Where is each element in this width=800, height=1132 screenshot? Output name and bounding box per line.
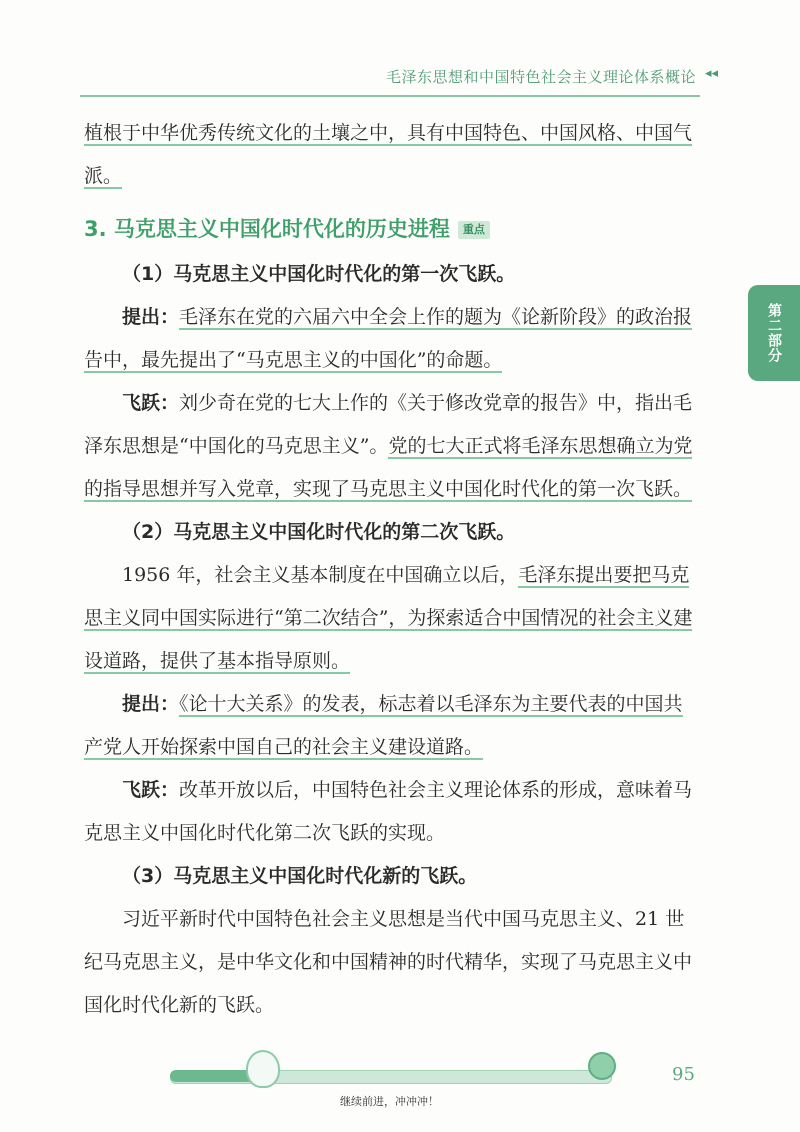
intro-paragraph <box>84 112 700 198</box>
side-tab-label: 第二部分 <box>766 303 782 363</box>
subsection-1-paragraph-1 <box>84 296 700 382</box>
label-proposal: 提出： <box>122 306 180 328</box>
page-content <box>84 112 700 1027</box>
subsection-3-paragraph-1: 习近平新时代中国特色社会主义思想是当代中国马克思主义、21 世纪马克思主义，是中华文化和中国精神的时代精华，实现了马克思主义中国化时代化新的飞跃。 <box>84 908 693 1016</box>
running-header: 毛泽东思想和中国特色社会主义理论体系概论 <box>385 68 696 86</box>
key-point-badge: 重点 <box>458 221 490 239</box>
mascot-icon <box>246 1050 280 1088</box>
paragraph-text: 刘少奇在党的七大上作的《关于修改党章的报告》中，指出毛泽东思想是“中国化的马克思主义”。 <box>84 392 693 457</box>
subsection-2-paragraph-1 <box>84 554 700 683</box>
section-title <box>84 208 700 251</box>
label-leap: 飞跃： <box>122 779 180 801</box>
header-divider <box>80 95 700 97</box>
footer-progress-fill <box>170 1070 258 1082</box>
header-arrows-icon: ◂◂ <box>704 66 718 81</box>
subsection-2-title: （2）马克思主义中国化时代化的第二次飞跃。 <box>122 521 516 543</box>
subsection-3-title: （3）马克思主义中国化时代化新的飞跃。 <box>122 865 478 887</box>
intro-text: 植根于中华优秀传统文化的土壤之中，具有中国特色、中国风格、中国气派。 <box>84 122 693 187</box>
highlighted-text: 党的七大正式将毛泽东思想确立为党的指导思想并写入党章，实现了马克思主义中国化时代化的第一次飞跃。 <box>84 435 693 500</box>
paragraph-text: 改革开放以后，中国特色社会主义理论体系的形成，意味着马克思主义中国化时代化第二次飞跃的实现。 <box>84 779 693 844</box>
paragraph-text: 1956 年，社会主义基本制度在中国确立以后， <box>122 564 519 586</box>
subsection-1-title: （1）马克思主义中国化时代化的第一次飞跃。 <box>122 263 516 285</box>
section-side-tab <box>748 285 800 381</box>
section-title-text: 3. 马克思主义中国化时代化的历史进程 <box>84 217 450 241</box>
footer-slogan: 继续前进，冲冲冲！ <box>340 1095 439 1108</box>
label-leap: 飞跃： <box>122 392 180 414</box>
page-number: 95 <box>672 1064 695 1085</box>
subsection-2-paragraph-2 <box>84 683 700 769</box>
subsection-1-paragraph-2 <box>84 382 700 511</box>
label-proposal: 提出： <box>122 693 180 715</box>
progress-end-circle-icon <box>588 1052 616 1080</box>
highlighted-text: 毛泽东提出要把马克思主义同中国实际进行“第二次结合”，为探索适合中国情况的社会主义建设道路，提供了基本指导原则。 <box>84 564 693 672</box>
paragraph-text: 毛泽东在党的六届六中全会上作的题为《论新阶段》的政治报告中，最先提出了“马克思主义的中国化”的命题。 <box>84 306 693 371</box>
highlighted-text: 《论十大关系》的发表，标志着以毛泽东为主要代表的中国共产党人开始探索中国自己的社会主义建设道路。 <box>84 693 683 758</box>
subsection-2-paragraph-3 <box>84 769 700 855</box>
